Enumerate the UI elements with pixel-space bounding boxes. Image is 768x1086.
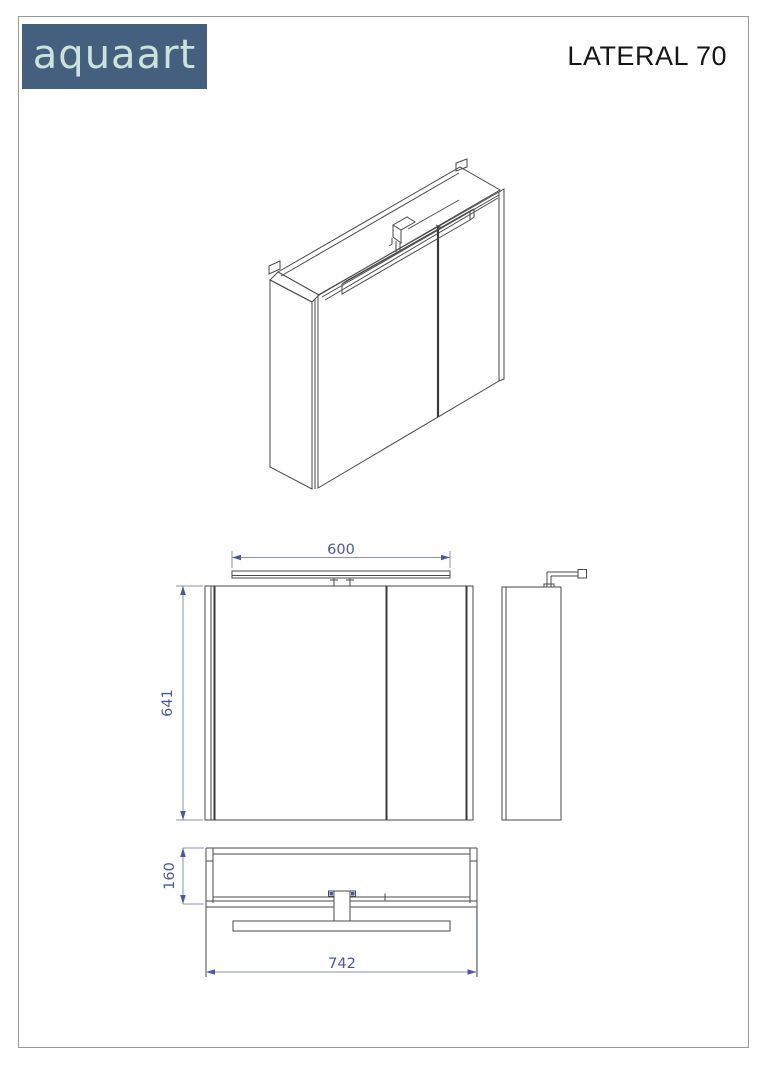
side-view bbox=[502, 570, 587, 821]
dimension-value-641: 641 bbox=[160, 689, 176, 717]
dimension-height bbox=[160, 586, 203, 820]
dimension-value-742: 742 bbox=[328, 956, 356, 972]
dimension-light-width bbox=[232, 542, 450, 568]
front-view bbox=[205, 571, 473, 820]
brand-logo-text: aquaart bbox=[32, 31, 197, 78]
dimension-value-600: 600 bbox=[327, 542, 355, 558]
page-title: LATERAL 70 bbox=[567, 41, 727, 71]
dimension-value-160: 160 bbox=[162, 862, 178, 890]
dimension-depth bbox=[162, 848, 204, 904]
isometric-view bbox=[269, 159, 504, 489]
